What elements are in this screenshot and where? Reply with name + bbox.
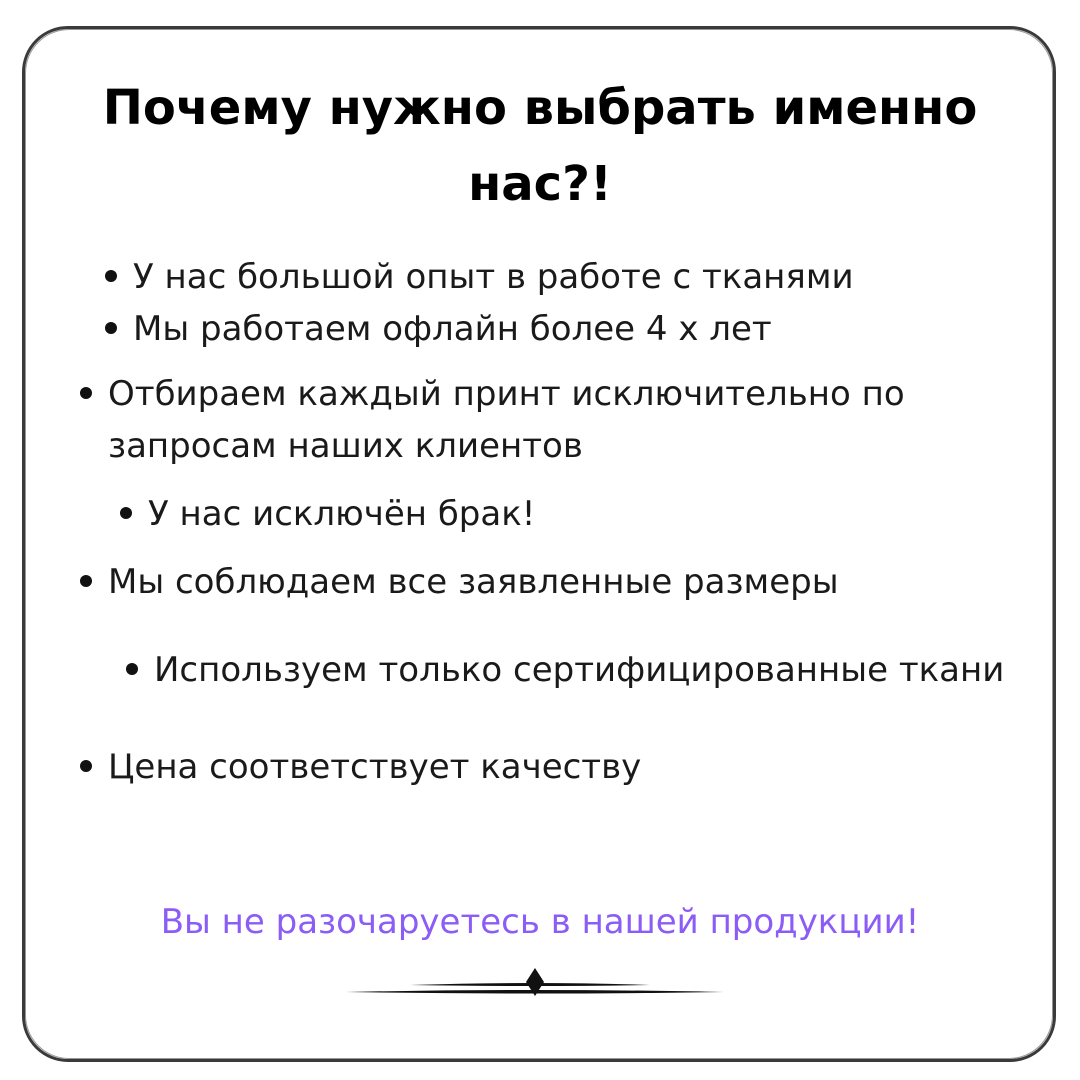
list-item: Используем только сертифицированные ткани [154, 650, 1005, 690]
list-item: Цена соответствует качеству [108, 747, 642, 787]
bullet-dot-icon [126, 663, 138, 675]
bullet-dot-icon [105, 270, 117, 282]
bullet-dot-icon [105, 322, 117, 334]
bullet-dot-icon [80, 387, 92, 399]
list-item: Мы соблюдаем все заявленные размеры [108, 562, 839, 602]
page-title: Почему нужно выбрать именно нас?! [102, 80, 978, 212]
diamond-line-ornament-icon [340, 962, 730, 1006]
list-item: У нас исключён брак! [148, 494, 536, 534]
tagline: Вы не разочаруетесь в нашей продукции! [160, 902, 920, 942]
list-item: Отбираем каждый принт исключительно по запросам наших клиентов [108, 374, 905, 466]
bullet-dot-icon [120, 507, 132, 519]
list-item: Мы работаем офлайн более 4 х лет [133, 309, 772, 349]
bullet-dot-icon [80, 760, 92, 772]
bullet-dot-icon [80, 575, 92, 587]
list-item: У нас большой опыт в работе с тканями [133, 257, 854, 297]
